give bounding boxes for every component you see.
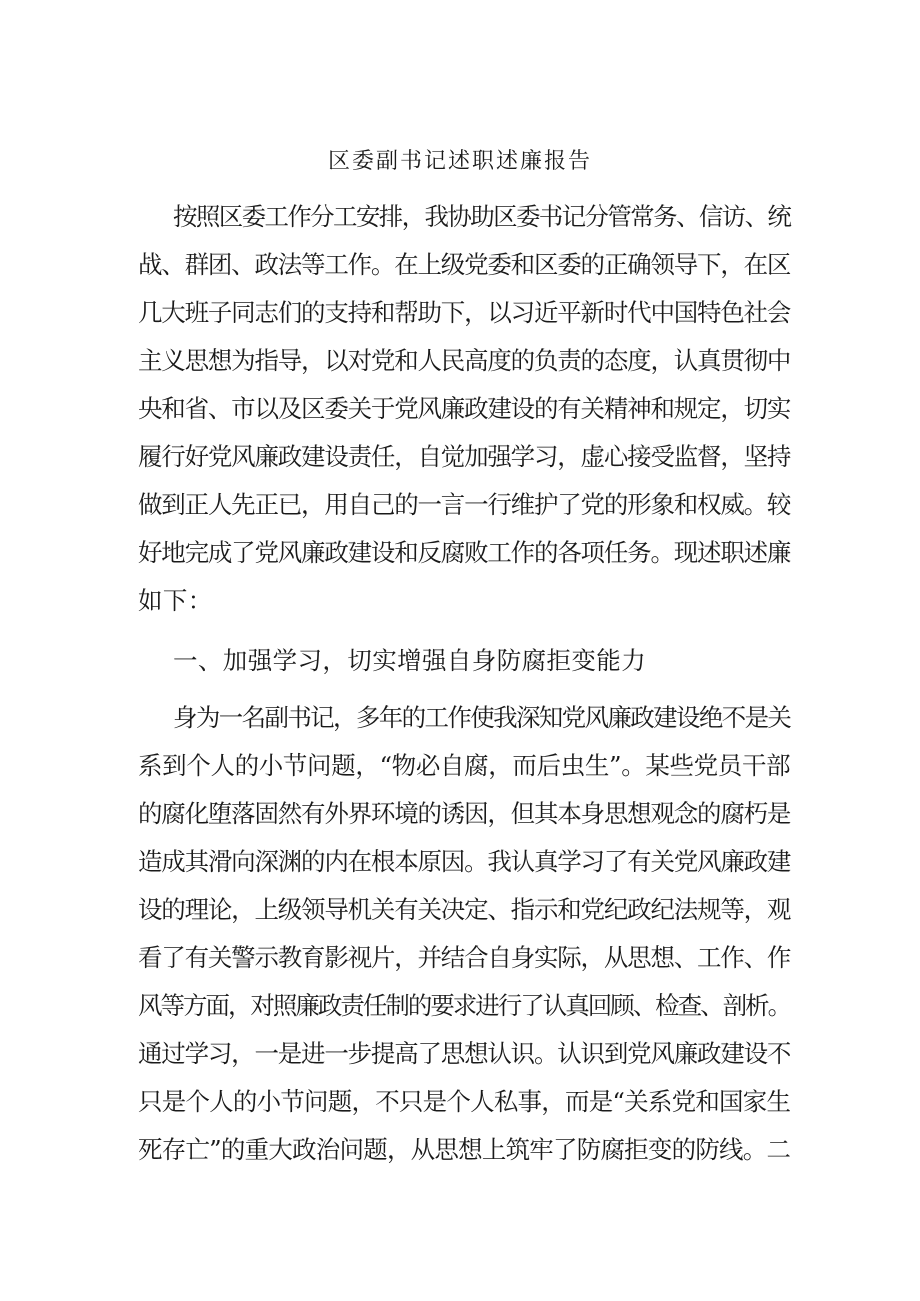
paragraph-2-line-7: 风等方面，对照廉政责任制的要求进行了认真回顾、检查、剖析。 [138,991,791,1020]
paragraph-1-line-4: 主义思想为指导，以对党和人民高度的负责的态度，认真贯彻中 [138,346,791,375]
paragraph-2-line-3: 的腐化堕落固然有外界环境的诱因，但其本身思想观念的腐朽是 [138,799,791,828]
paragraph-2-line-9: 只是个人的小节问题，不只是个人私事，而是“关系党和国家生 [138,1087,791,1116]
document-title: 区委副书记述职述廉报告 [327,149,592,174]
paragraph-1-line-3: 几大班子同志们的支持和帮助下，以习近平新时代中国特色社会 [138,298,791,327]
paragraph-2-line-10: 死存亡”的重大政治问题，从思想上筑牢了防腐拒变的防线。二 [138,1135,791,1164]
paragraph-2-line-8: 通过学习，一是进一步提高了思想认识。认识到党风廉政建设不 [138,1039,791,1068]
paragraph-2-line-1: 身为一名副书记，多年的工作使我深知党风廉政建设绝不是关 [173,703,791,732]
paragraph-1-line-6: 履行好党风廉政建设责任，自觉加强学习，虚心接受监督，坚持 [138,442,791,471]
paragraph-1-line-2: 战、群团、政法等工作。在上级党委和区委的正确领导下，在区 [138,250,791,279]
paragraph-1-line-7: 做到正人先正已，用自己的一言一行维护了党的形象和权威。较 [138,490,791,519]
paragraph-1-line-9: 如下： [138,586,213,615]
paragraph-2-line-2: 系到个人的小节问题，“物必自腐，而后虫生”。某些党员干部 [138,751,791,780]
paragraph-2-line-4: 造成其滑向深渊的内在根本原因。我认真学习了有关党风廉政建 [138,847,791,876]
paragraph-2-line-6: 看了有关警示教育影视片，并结合自身实际，从思想、工作、作 [138,943,791,972]
paragraph-1-line-5: 央和省、市以及区委关于党风廉政建设的有关精神和规定，切实 [138,394,791,423]
paragraph-1-line-1: 按照区委工作分工安排，我协助区委书记分管常务、信访、统 [173,202,791,231]
paragraph-2-line-5: 设的理论，上级领导机关有关决定、指示和党纪政纪法规等，观 [138,895,791,924]
section-heading-1: 一、加强学习，切实增强自身防腐拒变能力 [173,646,647,675]
paragraph-1-line-8: 好地完成了党风廉政建设和反腐败工作的各项任务。现述职述廉 [138,538,791,567]
